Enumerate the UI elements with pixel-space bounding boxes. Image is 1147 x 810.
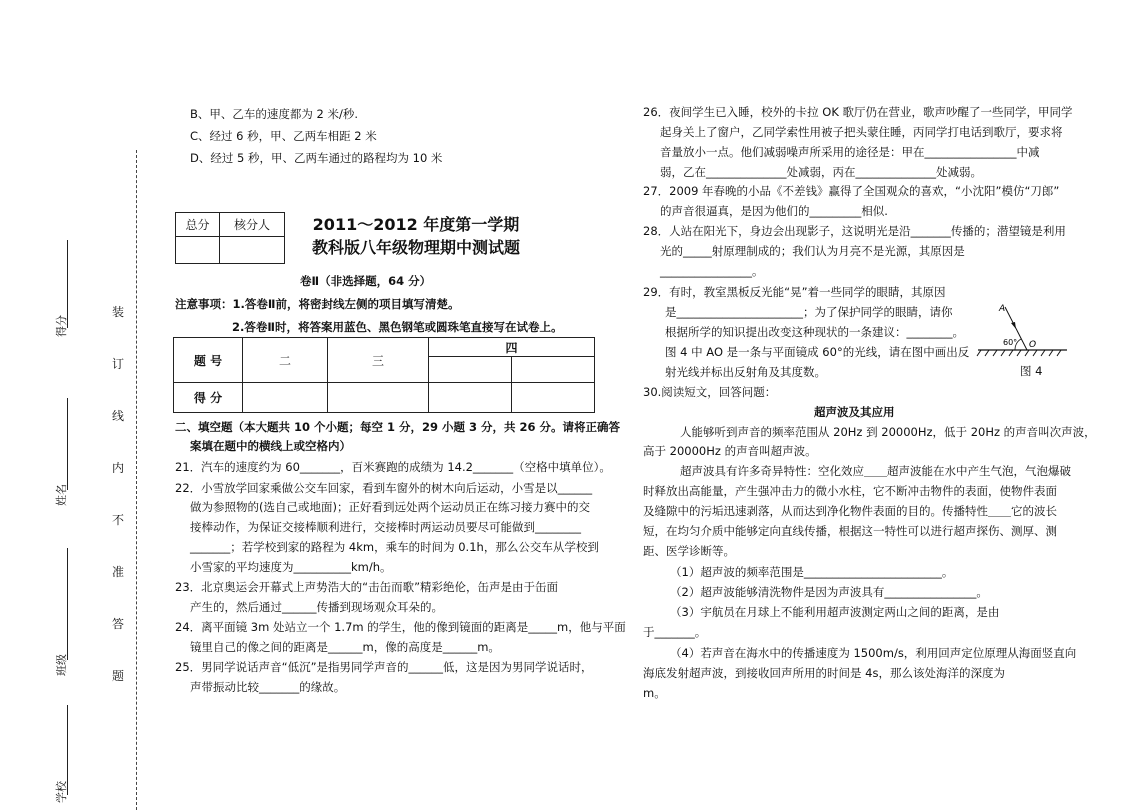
question-27-line: 27．2009 年春晚的小品《不差钱》赢得了全国观众的喜欢，“小沈阳”模仿“刀郎”	[643, 184, 1060, 198]
fill-heading-1: 二、填空题（本大题共 10 个小题；每空 1 分，29 小题 3 分，共 26 分。请将正确答	[175, 420, 621, 434]
passage-line: 高于 20000Hz 的声音叫超声波。	[643, 444, 817, 458]
col-three: 三	[328, 338, 429, 383]
question-23-line: 产生的，然后通过______传播到现场观众耳朵的。	[190, 600, 443, 614]
fill-heading-2: 案填在题中的横线上或空格内）	[190, 439, 351, 453]
label-a: A	[999, 304, 1006, 314]
passage-title: 超声波及其应用	[814, 405, 895, 419]
score-table	[173, 337, 595, 413]
seal-char: 内	[111, 461, 124, 475]
question-24-line: 镜里自己的像之间的距离是______m，像的高度是______m。	[190, 640, 500, 654]
seal-char: 答	[111, 617, 124, 631]
question-29-line: 射光线并标出反射角及其度数。	[665, 365, 826, 379]
question-26-line: 音量放小一点。他们减弱噪声所采用的途径是：甲在________________中减	[660, 145, 1040, 159]
question-28-line: ________________。	[660, 264, 764, 278]
seal-char: 装	[111, 305, 124, 319]
total-score-header: 总分	[176, 213, 220, 237]
total-score-cell[interactable]	[176, 237, 220, 264]
col-four: 四	[429, 338, 595, 357]
section-title: 卷Ⅱ（非选择题，64 分）	[300, 274, 432, 288]
question-29-line: 图 4 中 AO 是一条与平面镜成 60°的光线，请在图中画出反	[665, 345, 970, 359]
school-line	[67, 705, 68, 795]
passage-line: 短，在均匀介质中能够定向直线传播，根据这一特性可以进行超声探伤、测厚、测	[643, 524, 1057, 538]
exam-title-line1: 2011～2012 年度第一学期	[312, 215, 520, 234]
score-row-header: 得 分	[174, 383, 243, 413]
subquestion-2: （2）超声波能够清洗物件是因为声波具有________________。	[670, 585, 988, 599]
option-d: D、经过 5 秒，甲、乙两车通过的路程均为 10 米	[190, 151, 443, 165]
exam-title-line2: 教科版八年级物理期中测试题	[311, 238, 520, 257]
passage-line: 及缝隙中的污垢迅速剥落，从而达到净化物件表面的目的。传播特性＿＿它的波长	[643, 504, 1057, 518]
seal-char: 题	[111, 669, 124, 683]
angle-label: 60°	[1003, 338, 1018, 347]
question-28-line: 光的_____射原理制成的；我们认为月亮不是光源，其原因是	[660, 244, 965, 258]
passage-line: 超声波具有许多奇异特性：空化效应＿＿超声波能在水中产生气泡，气泡爆破	[680, 464, 1071, 478]
seal-char: 线	[111, 409, 124, 423]
question-27-line: 的声音很逼真，是因为他们的_________相似.	[660, 204, 888, 218]
seal-char: 订	[111, 357, 124, 371]
question-22-line: _______；若学校到家的路程为 4km，乘车的时间为 0.1h，那么公交车从学校到	[190, 540, 599, 554]
class-line	[67, 548, 68, 660]
subquestion-1: （1）超声波的频率范围是________________________。	[670, 565, 954, 579]
question-26-line: 弱，乙在______________处减弱，丙在______________处减弱。	[660, 165, 982, 179]
option-c: C、经过 6 秒，甲、乙两车相距 2 米	[190, 129, 377, 143]
seal-char: 不	[111, 513, 124, 527]
question-25-line: 25．男同学说话声音“低沉”是指男同学声音的______低，这是因为男同学说话时，	[175, 660, 593, 674]
checker-header: 核分人	[219, 213, 284, 237]
subquestion-4-cont: 海底发射超声波，到接收回声所用的时间是 4s，那么该处海洋的深度为	[643, 666, 1005, 680]
score-cell-four-a[interactable]	[429, 383, 512, 413]
notice-2: 2.答卷Ⅱ时，将答案用蓝色、黑色钢笔或圆珠笔直接写在试卷上。	[232, 320, 563, 334]
question-22-line: 做为参照物的(选自己或地面)；正好看到远处两个运动员正在练习接力赛中的交	[190, 500, 590, 514]
label-o: O	[1029, 340, 1037, 350]
question-23-line: 23．北京奥运会开幕式上声势浩大的“击缶而歌”精彩绝伦，缶声是由于缶面	[175, 580, 559, 594]
score-cell-four-b[interactable]	[511, 383, 594, 413]
school-label: 学校	[55, 781, 68, 803]
checker-cell[interactable]	[219, 237, 284, 264]
score-cell-two[interactable]	[243, 383, 328, 413]
passage-line: 时释放出高能量，产生强冲击力的微小水柱，它不断冲击物件的表面，使物件表面	[643, 484, 1057, 498]
question-29-line: 29．有时，教室黑板反光能“晃”着一些同学的眼睛，其原因	[643, 285, 946, 299]
question-22-line: 小雪家的平均速度为__________km/h。	[190, 560, 392, 574]
question-25-line: 声带振动比较_______的缘故。	[190, 680, 346, 694]
passage-line: 距、医学诊断等。	[643, 544, 735, 558]
question-22-line: 接棒动作，为保证交接棒顺利进行，交接棒时两运动员要尽可能做到________	[190, 520, 581, 534]
col-two: 二	[243, 338, 328, 383]
score-label: 得分	[55, 315, 68, 337]
question-26-line: 起身关上了窗户，乙同学索性用被子把头蒙住睡，丙同学打电话到歌厅，要求将	[660, 125, 1063, 139]
question-21: 21．汽车的速度约为 60_______，百米赛跑的成绩为 14.2_______（空格中填单位）。	[175, 460, 611, 474]
name-line	[67, 398, 68, 490]
figure-4-caption: 图 4	[1020, 364, 1043, 378]
option-b: B、甲、乙车的速度都为 2 米/秒.	[190, 107, 359, 121]
score-line	[67, 240, 68, 328]
question-29-line: 根据所学的知识提出改变这种现状的一条建议：________。	[665, 325, 964, 339]
question-26-line: 26．夜间学生已入睡，校外的卡拉 OK 歌厅仍在营业，歌声吵醒了一些同学，甲同学	[643, 105, 1073, 119]
subquestion-4: （4）若声音在海水中的传播速度为 1500m/s，利用回声定位原理从海面竖直向	[670, 646, 1077, 660]
class-label: 班级	[55, 654, 68, 676]
notice-1: 注意事项：1.答卷Ⅱ前，将密封线左侧的项目填写清楚。	[175, 297, 460, 311]
name-label: 姓名	[55, 484, 68, 506]
seal-line	[136, 150, 137, 810]
subquestion-3: （3）宇航员在月球上不能利用超声波测定两山之间的距离，是由	[670, 605, 1000, 619]
col-four-b	[511, 357, 594, 383]
subquestion-4-end: m。	[643, 686, 666, 700]
question-28-line: 28．人站在阳光下，身边会出现影子，这说明光是沿_______传播的；潜望镜是利用	[643, 224, 1066, 238]
question-30-heading: 30.阅读短文，回答问题：	[643, 385, 777, 399]
question-22-line: 22．小雪放学回家乘做公交车回家，看到车窗外的树木向后运动，小雪是以______	[175, 481, 593, 495]
col-four-a	[429, 357, 512, 383]
question-number-header: 题 号	[174, 338, 243, 383]
subquestion-3-cont: 于_______。	[643, 625, 707, 639]
passage-line: 人能够听到声音的频率范围从 20Hz 到 20000Hz，低于 20Hz 的声音叫次声波，	[680, 425, 1096, 439]
question-29-line: 是______________________；为了保护同学的眼睛，请你	[665, 305, 953, 319]
score-box	[175, 212, 285, 264]
question-24-line: 24．离平面镜 3m 处站立一个 1.7m 的学生，他的像到镜面的距离是_____m，他与平面	[175, 620, 626, 634]
score-cell-three[interactable]	[328, 383, 429, 413]
seal-char: 准	[111, 565, 124, 579]
